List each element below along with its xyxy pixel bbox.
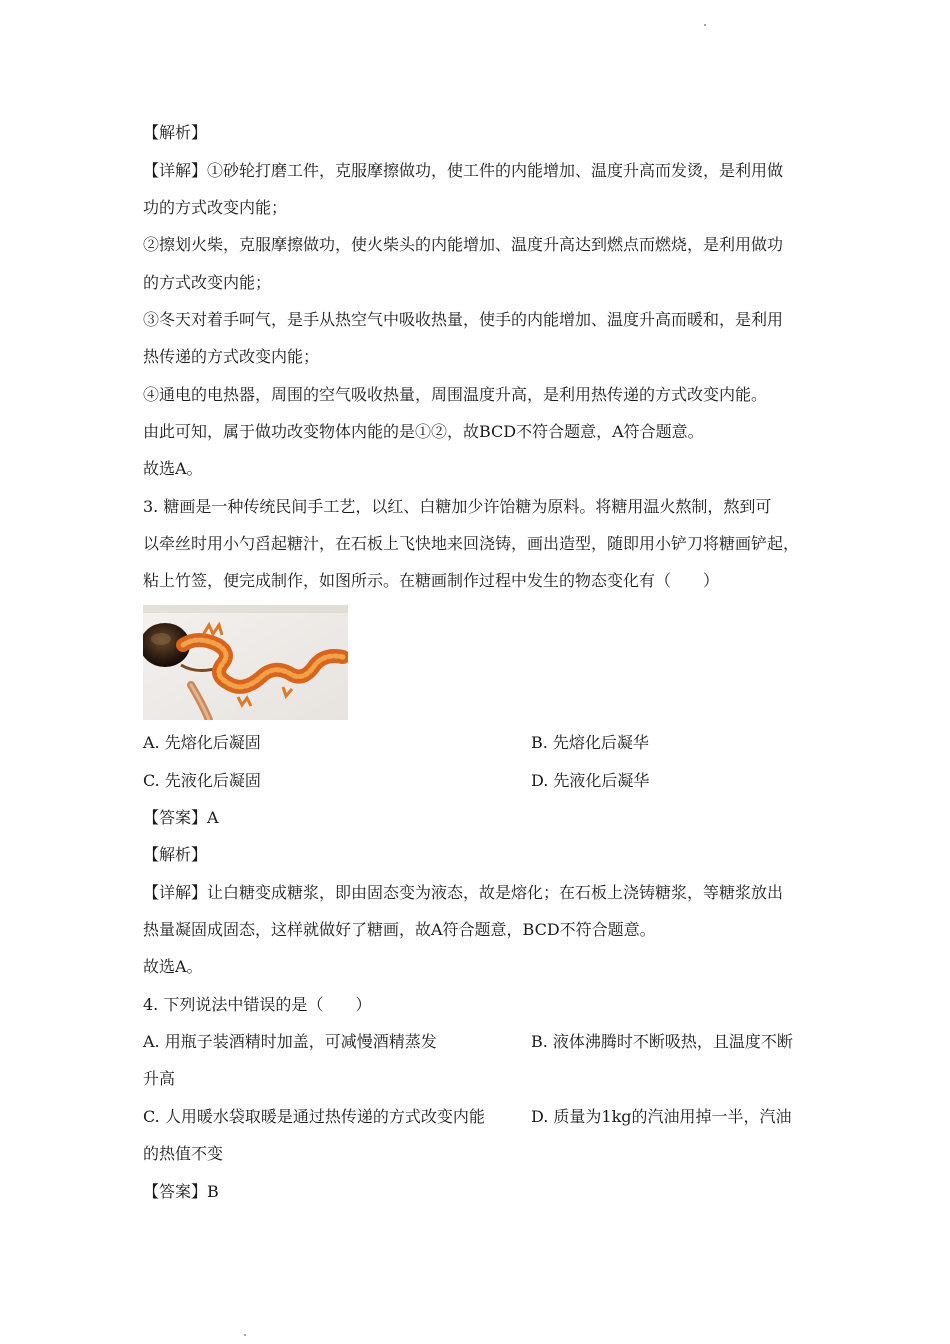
q4-stem: 4. 下列说法中错误的是（ ） [143, 995, 372, 1014]
q4-option-a: A. 用瓶子装酒精时加盖，可减慢酒精蒸发 [143, 1032, 437, 1051]
q2-xiangjie-line: ③冬天对着手呵气，是手从热空气中吸收热量，使手的内能增加、温度升高而暖和，是利用 [143, 310, 784, 329]
q3-option-c: C. 先液化后凝固 [143, 771, 261, 790]
q3-conclusion: 故选A。 [143, 957, 203, 976]
q2-xiangjie-line: ②擦划火柴，克服摩擦做功，使火柴头的内能增加、温度升高达到燃点而燃烧，是利用做功 [143, 235, 784, 254]
q4-answer: 【答案】B [143, 1182, 219, 1201]
q3-xiangjie-line: 热量凝固成固态，这样就做好了糖画，故A符合题意，BCD不符合题意。 [143, 920, 656, 939]
q3-jiexi-heading: 【解析】 [143, 845, 208, 864]
q3-option-b: B. 先熔化后凝华 [531, 733, 649, 752]
q3-stem-line: 粘上竹签，便完成制作，如图所示。在糖画制作过程中发生的物态变化有（ ） [143, 571, 720, 590]
q3-answer: 【答案】A [143, 808, 219, 827]
q2-xiangjie-line: 的方式改变内能； [143, 273, 272, 292]
q3-option-a: A. 先熔化后凝固 [143, 733, 261, 752]
q2-xiangjie-line: ④通电的电热器，周围的空气吸收热量，周围温度升高，是利用热传递的方式改变内能。 [143, 385, 768, 404]
q4-option-b-continued: 升高 [143, 1069, 176, 1088]
scan-mark [244, 1334, 246, 1336]
q3-xiangjie-line: 【详解】让白糖变成糖浆，即由固态变为液态，故是熔化；在石板上浇铸糖浆，等糖浆放出 [143, 883, 784, 902]
q4-option-c: C. 人用暖水袋取暖是通过热传递的方式改变内能 [143, 1107, 485, 1126]
q4-option-d-continued: 的热值不变 [143, 1144, 224, 1163]
q3-stem-line: 3. 糖画是一种传统民间手工艺，以红、白糖加少许饴糖为原料。将糖用温火熬制，熬到可 [143, 497, 772, 516]
q2-xiangjie-line: 热传递的方式改变内能； [143, 347, 320, 366]
q4-option-d: D. 质量为1kg的汽油用掉一半，汽油 [531, 1107, 792, 1126]
sugar-painting-image [143, 605, 348, 720]
q3-option-d: D. 先液化后凝华 [531, 771, 650, 790]
scan-mark [704, 24, 706, 26]
q2-xiangjie-line: 由此可知，属于做功改变物体内能的是①②，故BCD不符合题意，A符合题意。 [143, 422, 704, 441]
q4-option-b: B. 液体沸腾时不断吸热，且温度不断 [531, 1032, 793, 1051]
q2-xiangjie-line: 【详解】①砂轮打磨工件，克服摩擦做功，使工件的内能增加、温度升高而发烫，是利用做 [143, 161, 784, 180]
q3-stem-line: 以牵丝时用小勺舀起糖汁，在石板上飞快地来回浇铸，画出造型，随即用小铲刀将糖画铲起， [143, 534, 800, 553]
q2-xiangjie-line: 功的方式改变内能； [143, 198, 288, 217]
q2-conclusion: 故选A。 [143, 459, 203, 478]
q2-jiexi-heading: 【解析】 [143, 123, 208, 142]
